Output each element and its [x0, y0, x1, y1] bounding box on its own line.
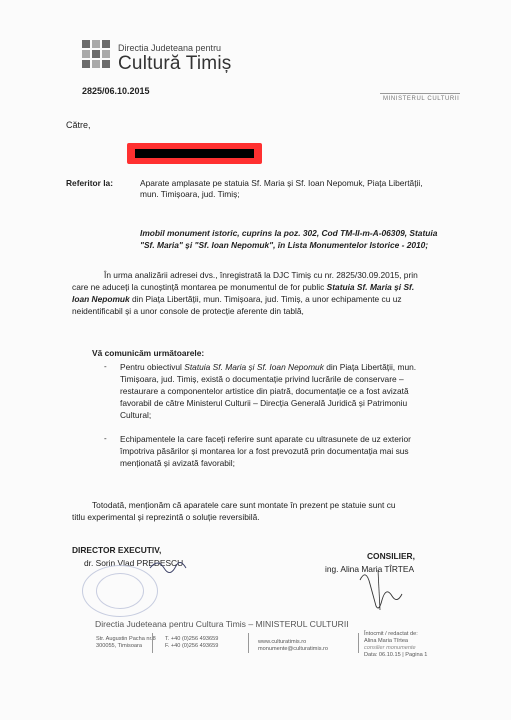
- monument-line-1: Imobil monument istoric, cuprins la poz. 302, Cod TM-II-m-A-06309, Statuia: [140, 228, 438, 238]
- statue-name-emphasis: Statuia Sf. Maria și Sf.: [326, 282, 415, 292]
- footer-drafted-name: Alina Maria Tîrtea: [364, 638, 409, 644]
- paragraph-1-line-1: În urma analizării adresei dvs., înregistrată la DJC Timiș cu nr. 2825/30.09.2015, prin: [104, 270, 418, 280]
- paragraph-1-text-cont: din Piața Libertății, mun. Timișoara, jud. Timiș, a unor echipamente cu uz: [129, 294, 402, 304]
- institution-name: Cultură Timiș: [118, 53, 232, 74]
- paragraph-2-line-2: titlu experimental și reprezintă o soluție reversibilă.: [72, 512, 260, 522]
- subject-label: Referitor la:: [66, 178, 114, 188]
- footer-website[interactable]: www.culturatimis.ro: [258, 639, 307, 645]
- footer-title: Directia Judeteana pentru Cultura Timis – MINISTERUL CULTURII: [95, 619, 349, 629]
- director-title: DIRECTOR EXECUTIV,: [72, 545, 162, 555]
- bullet-1-text-c: din Piața Libertății, mun.: [323, 362, 417, 372]
- paragraph-1-line-4: neidentificabil și a unor console de protecție aferente din tablă,: [72, 306, 304, 316]
- director-name: dr. Sorin Vlad PREDESCU: [84, 558, 184, 568]
- footer-date-page: Data: 06.10.15 | Pagina 1: [364, 652, 428, 658]
- bullet-1-line-4: favorabil de către Ministerul Culturii – Direcția Generală Juridică și Patrimoniu: [120, 398, 408, 408]
- footer-address-street: Str. Augustin Pacha nr.8: [96, 636, 156, 642]
- bullet-1-line-5: Cultural;: [120, 410, 152, 420]
- subject-line-2: mun. Timișoara, jud. Timiș;: [140, 189, 240, 199]
- footer-fax: F. +40 (0)256 493659: [165, 643, 219, 649]
- bullet-1-marker: -: [104, 362, 107, 371]
- footer-drafted-role: consilier monumente: [364, 645, 416, 651]
- recipient-label: Către,: [66, 120, 91, 130]
- ministry-label: MINISTERUL CULTURII: [383, 96, 460, 102]
- footer-divider-2: [248, 633, 249, 653]
- footer-email[interactable]: monumente@culturatimis.ro: [258, 646, 329, 652]
- communicate-heading: Vă comunicăm următoarele:: [92, 348, 205, 358]
- bullet-2-line-2: împotriva păsărilor și montarea lor a fost prevozută prin documentația mai sus: [120, 446, 409, 456]
- bullet-2-marker: -: [104, 434, 107, 443]
- monument-line-2: "Sf. Maria" și "Sf. Ioan Nepomuk", în Lista Monumentelor Istorice - 2010;: [140, 240, 429, 250]
- bullet-2-line-3: menționată și avizată favorabil;: [120, 458, 235, 468]
- consultant-name: ing. Alina Maria TÎRTEA: [325, 564, 415, 574]
- subject-line-1: Aparate amplasate pe statuia Sf. Maria și Sf. Ioan Nepomuk, Piața Libertății,: [140, 178, 423, 188]
- institution-subtitle: Directia Judeteana pentru: [118, 43, 222, 53]
- paragraph-1-text: care ne aduceți la cunoștință montarea pe monumentul de for public: [72, 282, 327, 292]
- consultant-title: CONSILIER,: [367, 551, 415, 561]
- bullet-1-line-2: Timișoara, jud. Timiș, există o documentație privind lucrările de conservare –: [120, 374, 404, 384]
- footer-address-city: 300055, Timisoara: [96, 643, 143, 649]
- footer-divider-3: [358, 633, 359, 653]
- bullet-1-statue: Statuia Sf. Maria și Sf. Ioan Nepomuk: [184, 362, 324, 372]
- paragraph-2-line-1: Totodată, menționăm că aparatele care sunt montate în prezent pe statuie sunt cu: [92, 500, 396, 510]
- bullet-1-text-a: Pentru obiectivul: [120, 362, 185, 372]
- registration-number: 2825/06.10.2015: [82, 86, 150, 96]
- statue-name-emphasis-cont: Ioan Nepomuk: [72, 294, 130, 304]
- footer-phone: T. +40 (0)256 493659: [165, 636, 219, 642]
- footer-drafted-label: Întocmit / redactat de:: [364, 631, 418, 637]
- bullet-1-line-3: restaurare a componentelor artistice din piatră, documentație ce a fost avizată: [120, 386, 409, 396]
- bullet-2-line-1: Echipamentele la care faceți referire sunt aparate cu ultrasunete de uz exterior: [120, 434, 411, 444]
